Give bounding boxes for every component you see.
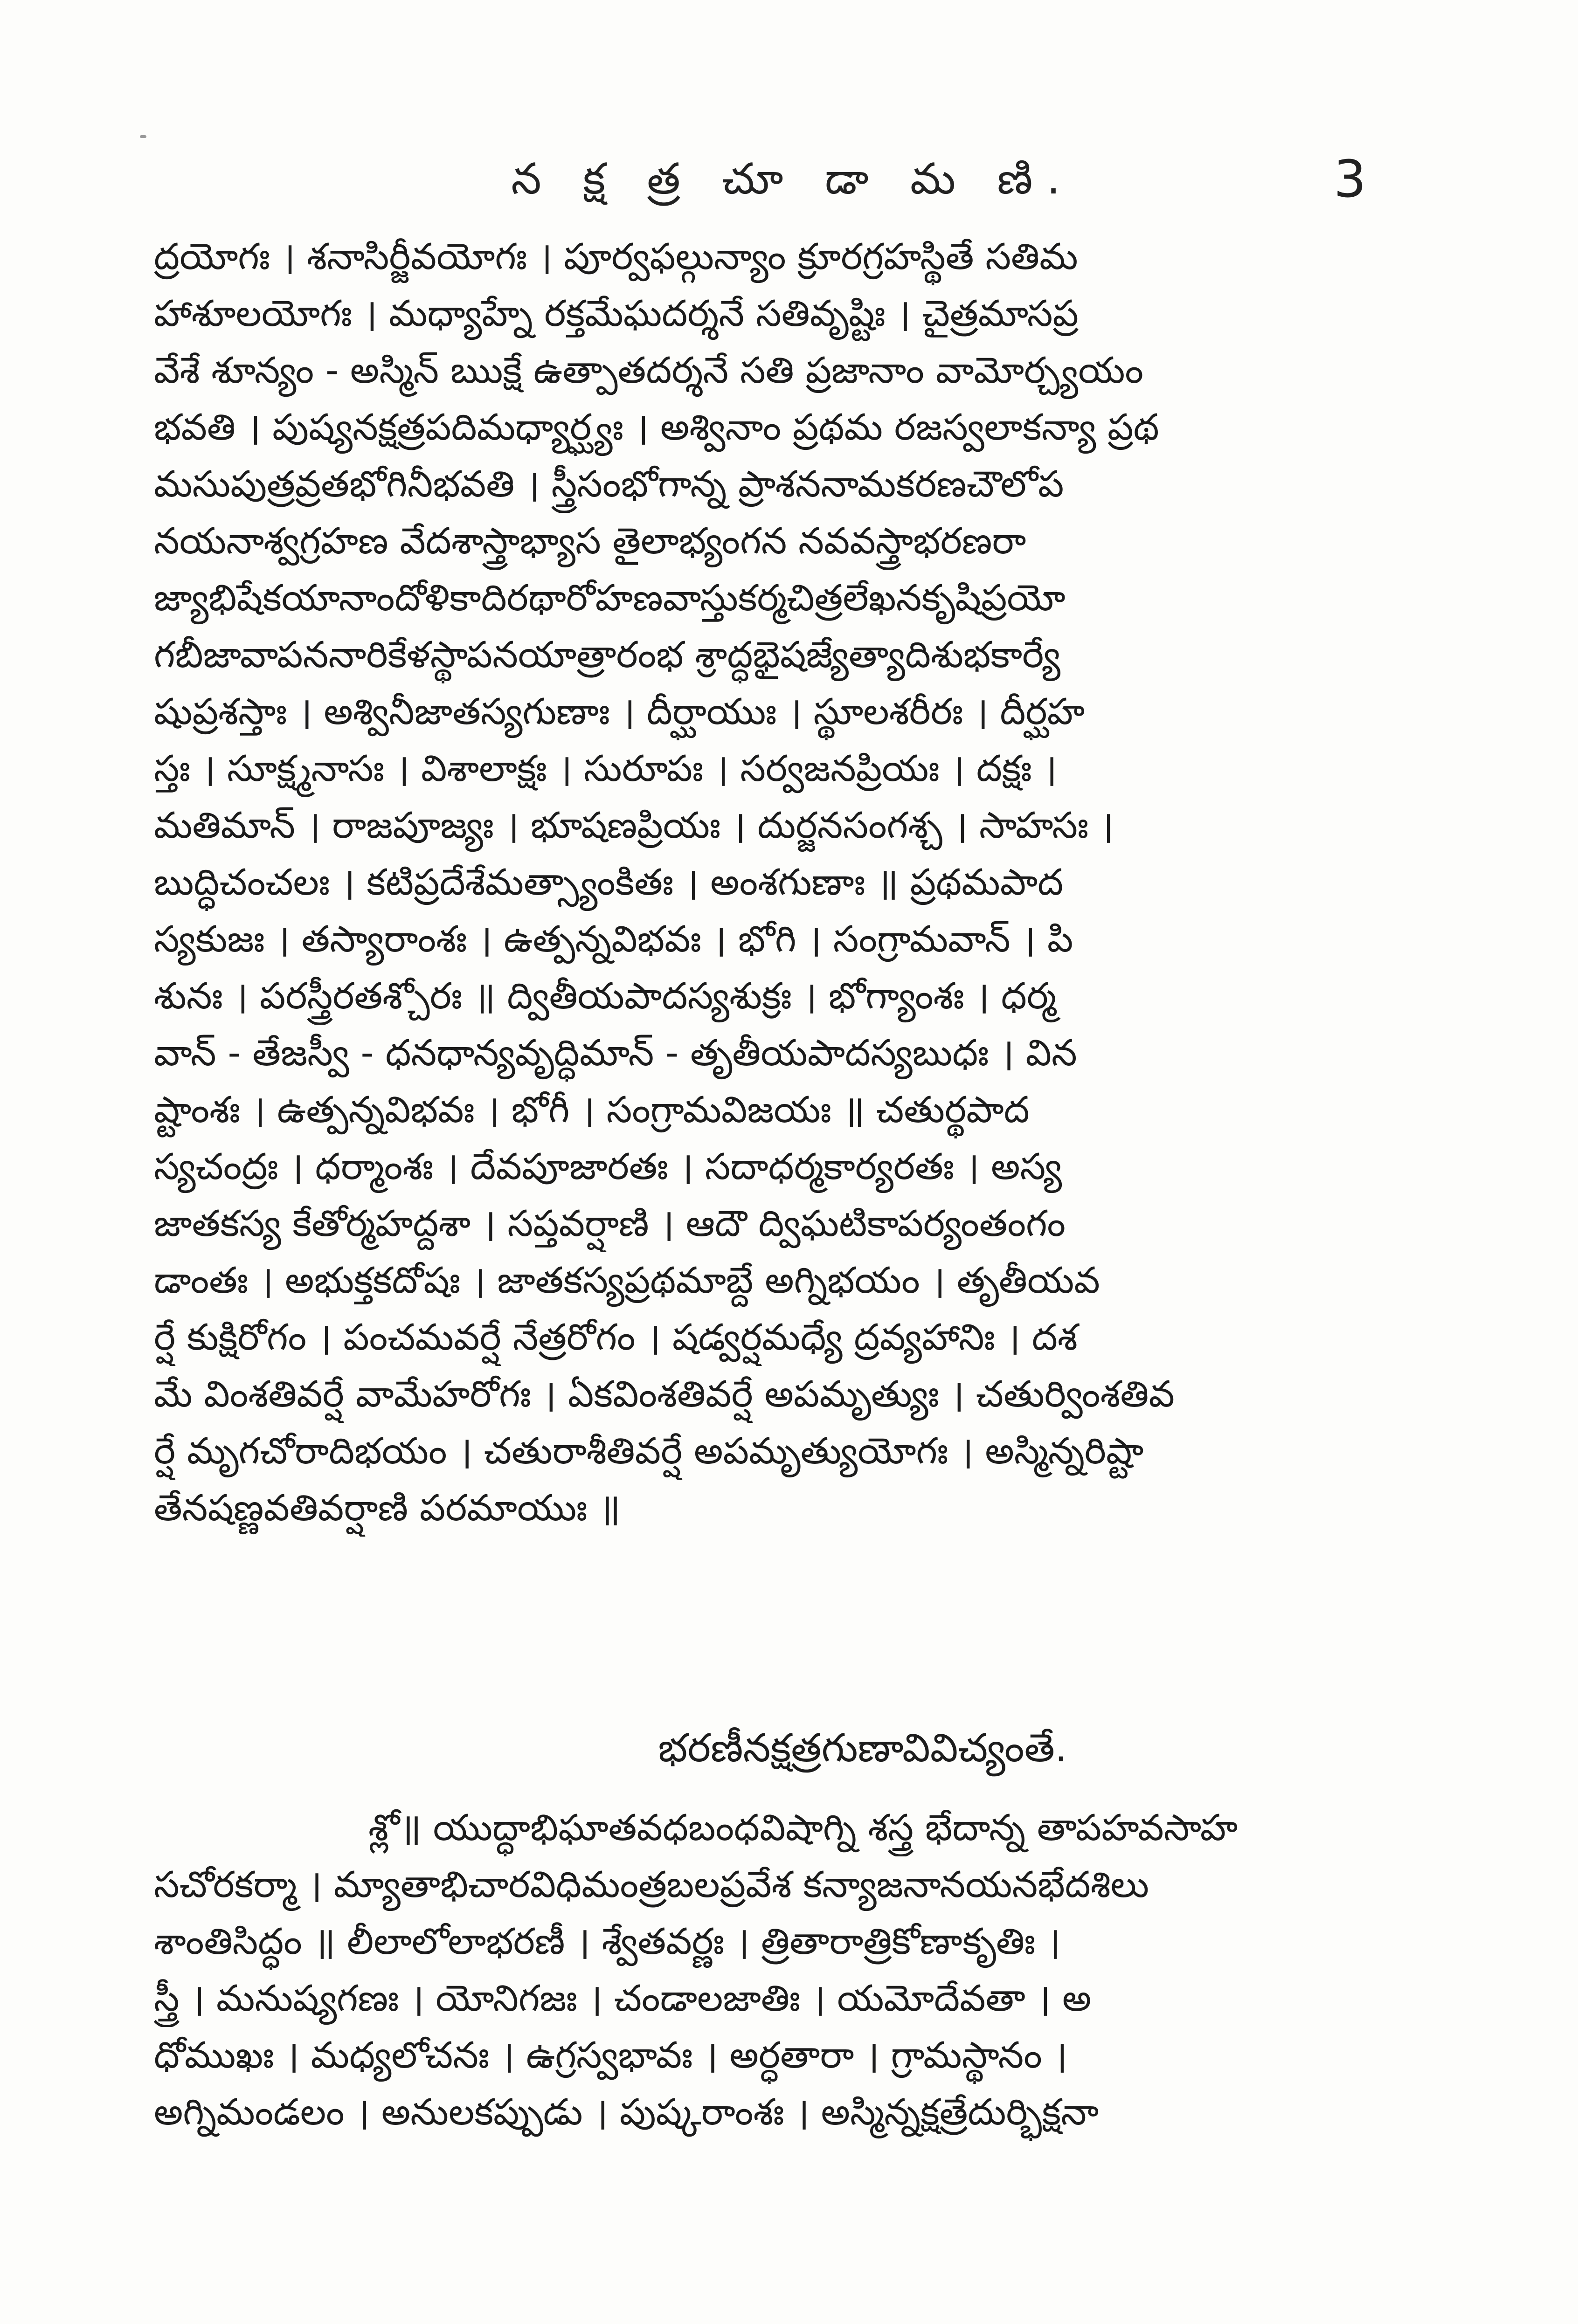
body-text-block <box>154 228 1422 1537</box>
verse-block <box>154 1800 1422 2141</box>
body-line: జాతకస్య కేతోర్మహద్దశా । సప్తవర్షాణి । ఆదౌ ద్విఘటికాపర్యంతంగం <box>154 1203 1066 1245</box>
verse-line: సచోరకర్మా । మ్యాతాభిచారవిధిమంత్రబలప్రవేశ కన్యాజనానయనభేదశిలు <box>154 1864 1149 1906</box>
verse-line: ధోముఖః । మధ్యలోచనః । ఉగ్రస్వభావః । అర్ధతారా । గ్రామస్థానం । <box>154 2034 1068 2076</box>
body-line: స్యకుజః । తస్యారాంశః । ఉత్పన్నవిభవః । భోగి । సంగ్రామవాన్ । పి <box>154 918 1073 960</box>
body-line: శునః । పరస్త్రీరతశ్చోరః ॥ ద్వితీయపాదస్యశుక్రః । భోగ్యాంశః । ధర్మ <box>154 975 1057 1017</box>
body-line: ద్రయోగః । శనాసిర్జీవయోగః । పూర్వఫల్గున్యాం క్రూరగ్రహస్థితే సతిమ <box>154 236 1078 278</box>
verse-line: స్త్రీ । మనుష్యగణః । యోనిగజః । చండాలజాతిః । యమోదేవతా । అ <box>154 1978 1092 2020</box>
body-line: గబీజావాపననారికేళస్థాపనయాత్రారంభ శ్రాద్ధభైషజ్యేత్యాదిశుభకార్యే <box>154 634 1061 676</box>
verse-line: అగ్నిమండలం । అనులకప్పుడు । పుష్కరాంశః । అస్మిన్నక్షత్రేదుర్భిక్షనా <box>154 2091 1099 2133</box>
scan-smudge-mark <box>140 135 146 138</box>
verse-line: శ్లో॥ యుద్ధాభిఘాతవధబంధవిషాగ్ని శస్త్ర భేదాన్న తాపహవసాహ <box>368 1807 1238 1849</box>
body-line: వాన్ - తేజస్వీ - ధనధాన్యవృద్ధిమాన్ - తృతీయపాదస్యబుధః । విన <box>154 1032 1077 1074</box>
body-line: ర్షే మృగచోరాదిభయం । చతురాశీతివర్షే అపమృత్యుయోగః । అస్మిన్నరిష్టా <box>154 1430 1144 1472</box>
page-number: 3 <box>1334 149 1366 209</box>
body-line: షుప్రశస్తాః । అశ్వినీజాతస్యగుణాః । దీర్ఘాయుః । స్థూలశరీరః । దీర్ఘహ <box>154 691 1085 733</box>
body-line: మసుపుత్రవ్రతభోగినీభవతి । స్త్రీసంభోగాన్న ప్రాశననామకరణచౌలోప <box>154 463 1064 505</box>
body-line: నయనాశ్వగ్రహణ వేదశాస్త్రాభ్యాస తైలాభ్యంగన నవవస్త్రాభరణరా <box>154 520 1026 562</box>
body-line: వేశే శూన్యం - అస్మిన్ ఋక్షే ఉత్పాతదర్శనే సతి ప్రజానాం వామోర్చ్యయం <box>154 350 1144 392</box>
body-line: జ్యాభిషేకయానాందోళికాదిరథారోహణవాస్తుకర్మచిత్రలేఖనకృషిప్రయో <box>154 577 1066 619</box>
body-line: ర్షే కుక్షిరోగం । పంచమవర్షే నేత్రరోగం । షడ్వర్షమధ్యే ద్రవ్యహానిః । దశ <box>154 1317 1078 1359</box>
verse-line: శాంతిసిద్ధం ॥ లీలాలోలాభరణీ । శ్వేతవర్ణః । త్రితారాత్రికోణాకృతిః । <box>154 1921 1061 1963</box>
body-line: స్యచంద్రః । ధర్మాంశః । దేవపూజారతః । సదాధర్మకార్యరతః । అస్య <box>154 1146 1062 1188</box>
body-line: తేనషణ్ణవతివర్షాణి పరమాయుః ॥ <box>154 1487 621 1529</box>
body-line: బుద్ధిచంచలః । కటిప్రదేశేమత్స్యాంకితః । అంశగుణాః ॥ ప్రథమపాద <box>154 862 1064 903</box>
running-header-title: న క్ష త్ర చూ డా మ ణి. <box>511 154 1074 204</box>
body-line: డాంతః । అభుక్తకదోషః । జాతకస్యప్రథమాబ్దే అగ్నిభయం । తృతీయవ <box>154 1260 1100 1302</box>
body-line: స్తః । సూక్ష్మనాసః । విశాలాక్షః । సురూపః । సర్వజనప్రియః । దక్షః । <box>154 748 1057 790</box>
section-heading: భరణీనక్షత్రగుణావివిచ్యంతే. <box>658 1725 1067 1771</box>
body-line: హాశూలయోగః । మధ్యాహ్నే రక్తమేఘదర్శనే సతివృష్టిః । చైత్రమాసప్ర <box>154 293 1079 335</box>
body-line: ష్టాంశః । ఉత్పన్నవిభవః । భోగీ । సంగ్రామవిజయః ॥ చతుర్థపాద <box>154 1089 1030 1131</box>
body-line: భవతి । పుష్యనక్షత్రపదిమధ్యార్ఘ్యః । అశ్వినాం ప్రథమ రజస్వలాకన్యా ప్రథ <box>154 407 1159 448</box>
body-line: మే వింశతివర్షే వామేహరోగః । ఏకవింశతివర్షే అపమృత్యుః । చతుర్వింశతివ <box>154 1373 1175 1415</box>
body-line: మతిమాన్ । రాజపూజ్యః । భూషణప్రియః । దుర్జనసంగశ్చ । సాహసః । <box>154 805 1114 847</box>
